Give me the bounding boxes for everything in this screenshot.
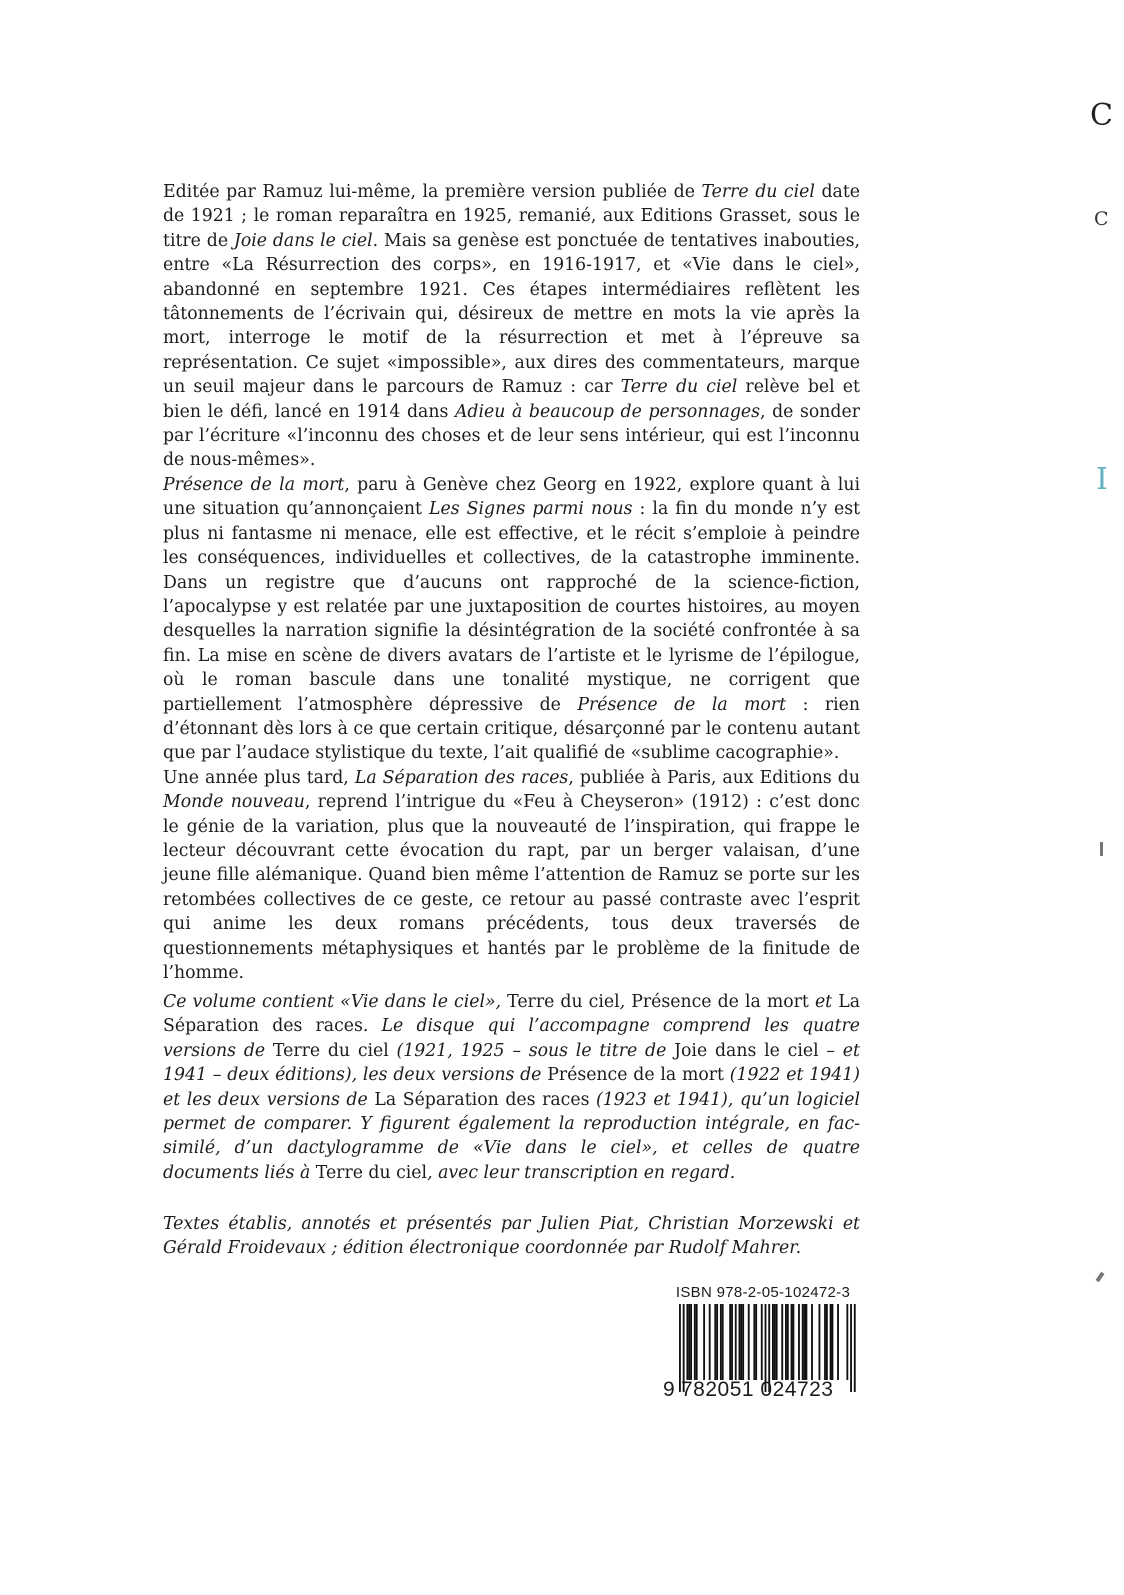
barcode-bar <box>740 1304 742 1380</box>
italic-title: Adieu à beaucoup de personnages <box>454 401 760 422</box>
text-run: , avec leur transcription en regard. <box>427 1162 736 1183</box>
text-run: Une année plus tard, <box>163 767 355 788</box>
barcode-bar <box>753 1304 755 1380</box>
italic-title: La Séparation des races <box>354 767 569 788</box>
text-run: relève bel et bien le défi, lancé en 1914 dans <box>163 377 860 422</box>
barcode-bar <box>854 1304 856 1392</box>
isbn-barcode <box>663 1284 863 1404</box>
text-run: date de 1921 ; le roman reparaîtra en 1925, remanié, aux Editions Grasset, sous le titre de <box>163 182 860 251</box>
barcode-bar <box>690 1304 692 1380</box>
barcode-bar <box>739 1304 741 1380</box>
italic-title: Monde nouveau <box>163 792 305 813</box>
text-run: (1923 et 1941), qu’un logiciel permet de comparer. Y figurent également la reproduction intégrale, en fac-similé, d’un dactylogramme de «Vie dans le ciel», et celles de quatre documents liés à <box>163 1089 861 1183</box>
summary-paragraph-2 <box>163 473 860 766</box>
summary-paragraph-1 <box>163 180 860 473</box>
barcode-bar <box>785 1304 787 1380</box>
text-run: , de sonder par l’écriture «l’inconnu des choses et de leur sens intérieur, qui est l’inconnu de nous-mêmes». <box>163 401 860 471</box>
text-run: , <box>619 992 632 1012</box>
text-run: (1922 et 1941) et les deux versions de <box>163 1065 860 1110</box>
barcode-bar <box>696 1304 698 1380</box>
text-run: , paru à Genève chez Georg en 1922, explore quant à lui une situation qu’annonçaient <box>163 474 860 520</box>
barcode-bar <box>774 1304 776 1380</box>
summary-paragraph-3 <box>163 766 860 986</box>
barcode-bar <box>776 1304 778 1380</box>
barcode-bar <box>846 1304 848 1380</box>
barcode-bar <box>837 1304 839 1380</box>
roman-title: Présence de la mort <box>547 1065 724 1086</box>
roman-title: Présence de la mort <box>631 992 809 1012</box>
isbn-label: ISBN 978-2-05-102472-3 <box>675 1284 851 1301</box>
barcode-bar <box>722 1304 724 1380</box>
italic-title: Présence de la mort <box>577 694 787 715</box>
barcode-bar <box>850 1304 852 1392</box>
editorial-credits <box>163 1212 860 1261</box>
barcode-bar <box>686 1304 688 1380</box>
barcode-bar <box>811 1304 813 1380</box>
edge-mark <box>1095 1272 1104 1282</box>
text-run: . Le disque qui l’accompagne comprend les quatre versions de <box>163 1016 860 1061</box>
roman-title: Joie dans le ciel <box>674 1040 819 1061</box>
roman-title: La Séparation des races <box>374 1089 590 1110</box>
barcode-bar <box>804 1304 806 1380</box>
barcode-bar <box>735 1304 737 1380</box>
italic-title: Terre du ciel <box>620 377 738 398</box>
barcode-digits: 782051 024723 <box>681 1378 834 1401</box>
barcode-bar <box>830 1304 832 1380</box>
text-run: – et 1941 – deux éditions), les deux versions de <box>163 1040 860 1086</box>
barcode-bar <box>709 1304 711 1380</box>
barcode-bar <box>787 1304 789 1380</box>
italic-title: Terre du ciel <box>701 182 815 202</box>
barcode-bar <box>798 1304 800 1380</box>
text-run: , reprend l’intrigue du «Feu à Cheyseron» (1912) : c’est donc le génie de la variation, plus que la nouveauté de l’inspiration, qui frappe le lecteur découvrant cette évocation du rapt, par un berger valaisan, d’une jeune fille alémanique. Quand bien même l’attention de Ramuz se porte sur les retombées collectives de ce geste, ce retour au passé contraste avec l’esprit qui anime les deux romans précédents, tous deux traversés de questionnements métaphysiques et hantés par le problème de la finitude de l’homme. <box>163 792 860 983</box>
volume-contents-note <box>163 990 860 1185</box>
edge-mark <box>1100 842 1103 856</box>
italic-title: Joie dans le ciel <box>233 230 373 251</box>
italic-title: Les Signes parmi nous <box>429 499 633 520</box>
barcode-bar <box>805 1304 807 1380</box>
barcode-bar <box>819 1304 821 1380</box>
barcode-bar <box>729 1304 731 1380</box>
text-run: , publiée à Paris, aux Editions du <box>568 767 860 788</box>
barcode-bar <box>802 1304 804 1380</box>
barcode-bar <box>781 1304 783 1380</box>
cropped-spine-letter: C <box>1094 208 1109 230</box>
cropped-spine-letter-accent: I <box>1096 462 1108 497</box>
barcode-bar <box>826 1304 828 1380</box>
barcode-bar <box>792 1304 794 1380</box>
cropped-spine-letter: C <box>1090 98 1113 133</box>
text-run: Editée par Ramuz lui-même, la première version publiée de <box>163 182 702 202</box>
editorial-credits-text: Textes établis, annotés et présentés par Julien Piat, Christian Morzewski et Gérald Froidevaux ; édition électronique coordonnée par Rudolf Mahrer. <box>163 1214 860 1259</box>
barcode-bar <box>755 1304 757 1380</box>
text-run: et <box>808 992 839 1012</box>
barcode-bar <box>694 1304 696 1380</box>
barcode-bar <box>748 1304 750 1380</box>
barcode-bar <box>772 1304 774 1380</box>
barcode-bar <box>731 1304 733 1380</box>
roman-title: Terre du ciel <box>272 1040 389 1061</box>
text-run: : la fin du monde n’y est plus ni fantasme ni menace, elle est effective, et le récit s’emploie à peindre les conséquences, individuelles et collectives, de la catastrophe imminente. Dans un registre que d’aucuns ont rapproché de la science-fiction, l’apocalypse y est relatée par une juxtaposition de courtes histoires, au moyen desquelles la narration signifie la désintégration de la société confrontée à sa fin. La mise en scène de divers avatars de l’artiste et le lyrisme de l’épilogue, où le roman bascule dans une tonalité mystique, ne corrigent que partiellement l’atmosphère dépressive de <box>163 499 861 715</box>
italic-title: Présence de la mort <box>163 474 345 495</box>
text-run: (1921, 1925 – sous le titre de <box>388 1040 675 1061</box>
barcode-bar <box>716 1304 718 1380</box>
text-run: Ce volume contient «Vie dans le ciel», <box>163 992 508 1012</box>
barcode-bar <box>720 1304 722 1380</box>
barcode-bar <box>824 1304 826 1380</box>
barcode-bar <box>703 1304 705 1380</box>
barcode-bar <box>688 1304 690 1380</box>
barcode-bar <box>742 1304 744 1380</box>
barcode-bar <box>791 1304 793 1380</box>
barcode-bar <box>761 1304 763 1380</box>
barcode-bar <box>832 1304 834 1380</box>
summary-text <box>163 180 860 985</box>
roman-title: La Séparation des races <box>163 992 860 1037</box>
barcode-bar <box>714 1304 716 1380</box>
barcode-digit-first: 9 <box>663 1378 676 1401</box>
text-run: . Mais sa genèse est ponctuée de tentatives inabouties, entre «La Résurrection des corps», en 1916-1917, et «Vie dans le ciel», abandonné en septembre 1921. Ces étapes intermédiaires reflètent les tâtonnements de l’écrivain qui, désireux de mettre en mots la vie après la mort, interroge le motif de la résurrection et met à l’épreuve sa représentation. Ce sujet «impossible», aux dires des commentateurs, marque un seuil majeur dans le parcours de Ramuz : car <box>163 230 860 398</box>
roman-title: Terre du ciel <box>315 1162 428 1183</box>
text-run: : rien d’étonnant dès lors à ce que certain critique, désarçonné par le contenu autant que par l’audace stylistique du texte, l’ait qualifié de «sublime cacographie». <box>163 694 860 764</box>
roman-title: Terre du ciel <box>507 992 620 1012</box>
volume-contents-paragraph <box>163 990 860 1185</box>
